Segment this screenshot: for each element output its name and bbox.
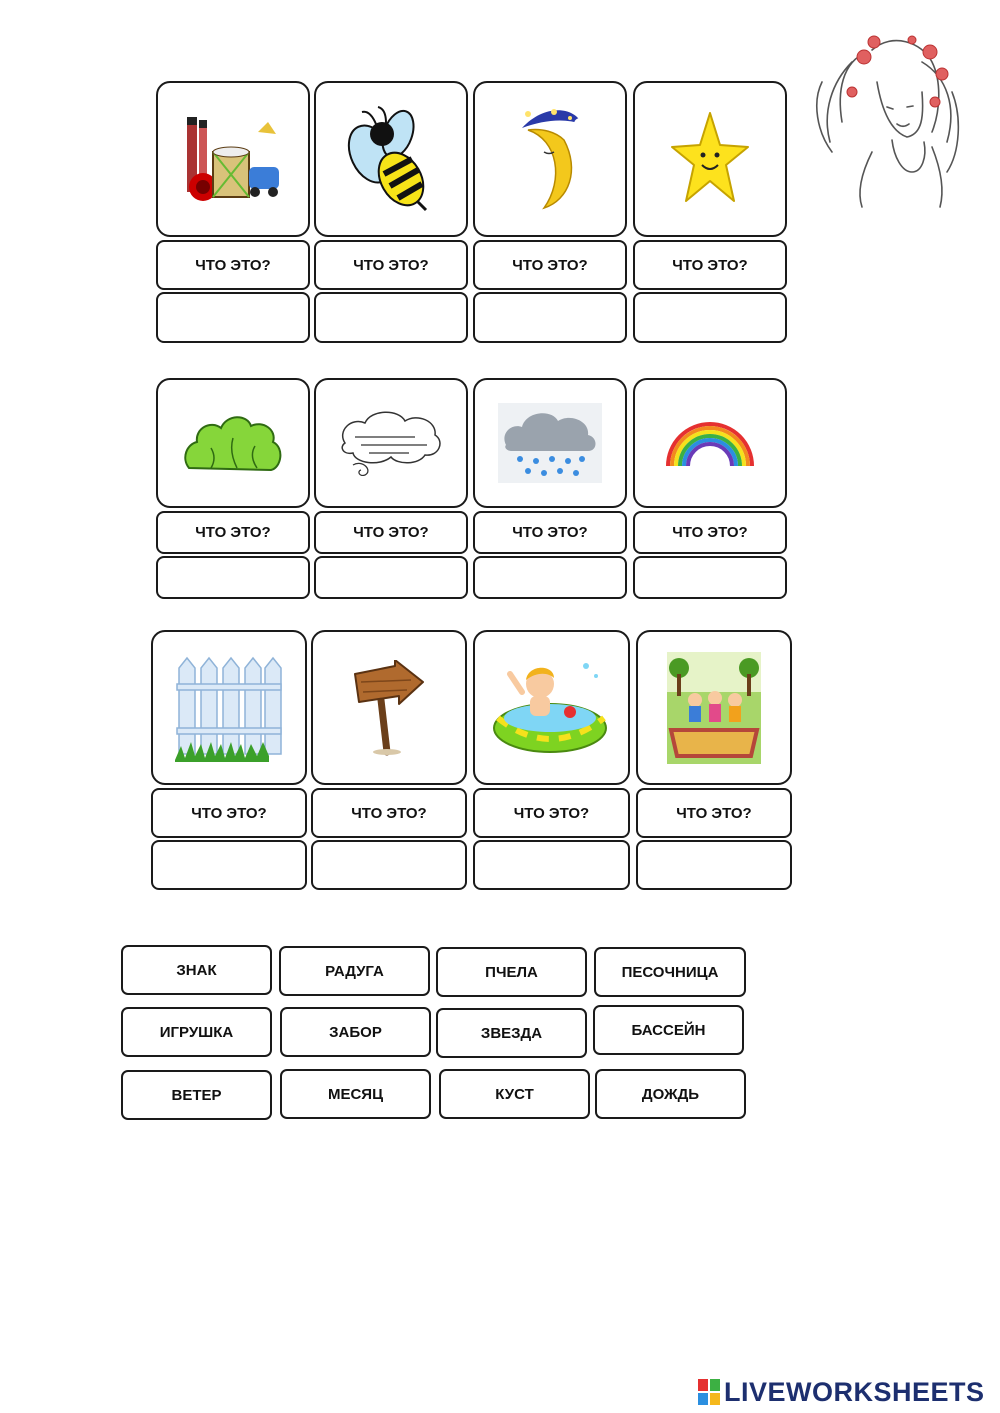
moon-icon	[514, 100, 586, 218]
pool-icon	[492, 656, 612, 760]
girl-sketch-illustration	[812, 22, 964, 212]
picture-card-rainbow	[633, 378, 787, 508]
picture-card-pool	[473, 630, 630, 785]
picture-card-wind	[314, 378, 468, 508]
picture-card-rain	[473, 378, 627, 508]
liveworksheets-logo	[698, 1375, 994, 1409]
answer-input-moon[interactable]	[473, 292, 627, 343]
picture-card-sign	[311, 630, 467, 785]
word-chip[interactable]: ИГРУШКА	[121, 1007, 272, 1057]
word-chip[interactable]: КУСТ	[439, 1069, 590, 1119]
word-chip[interactable]: ДОЖДЬ	[595, 1069, 746, 1119]
fence-icon	[175, 654, 283, 762]
answer-input-sign[interactable]	[311, 840, 467, 890]
picture-card-toys	[156, 81, 310, 237]
rain-cloud-icon	[498, 403, 602, 483]
picture-card-star	[633, 81, 787, 237]
bee-icon	[346, 104, 436, 214]
picture-card-moon	[473, 81, 627, 237]
question-label: ЧТО ЭТО?	[151, 788, 307, 838]
question-label: ЧТО ЭТО?	[636, 788, 792, 838]
word-chip[interactable]: РАДУГА	[279, 946, 430, 996]
question-label: ЧТО ЭТО?	[156, 511, 310, 554]
answer-input-bee[interactable]	[314, 292, 468, 343]
question-label: ЧТО ЭТО?	[473, 511, 627, 554]
question-label: ЧТО ЭТО?	[473, 788, 630, 838]
word-chip[interactable]: МЕСЯЦ	[280, 1069, 431, 1119]
word-chip[interactable]: ВЕТЕР	[121, 1070, 272, 1120]
question-label: ЧТО ЭТО?	[314, 240, 468, 290]
answer-input-wind[interactable]	[314, 556, 468, 599]
picture-card-bush	[156, 378, 310, 508]
liveworksheets-badge-icon	[698, 1379, 720, 1405]
bush-icon	[181, 408, 285, 478]
question-label: ЧТО ЭТО?	[473, 240, 627, 290]
picture-card-sandbox	[636, 630, 792, 785]
answer-input-pool[interactable]	[473, 840, 630, 890]
question-label: ЧТО ЭТО?	[156, 240, 310, 290]
wind-icon	[335, 407, 447, 479]
word-chip[interactable]: ПЧЕЛА	[436, 947, 587, 997]
word-chip[interactable]: ПЕСОЧНИЦА	[594, 947, 746, 997]
picture-card-bee	[314, 81, 468, 237]
word-chip[interactable]: ЗНАК	[121, 945, 272, 995]
word-chip[interactable]: ЗАБОР	[280, 1007, 431, 1057]
wooden-sign-icon	[351, 660, 427, 756]
star-icon	[670, 109, 750, 209]
answer-input-toys[interactable]	[156, 292, 310, 343]
answer-input-rain[interactable]	[473, 556, 627, 599]
brand-name: LIVEWORKSHEETS	[724, 1376, 985, 1407]
toys-icon	[183, 112, 283, 207]
answer-input-rainbow[interactable]	[633, 556, 787, 599]
answer-input-sandbox[interactable]	[636, 840, 792, 890]
picture-card-fence	[151, 630, 307, 785]
question-label: ЧТО ЭТО?	[311, 788, 467, 838]
question-label: ЧТО ЭТО?	[633, 511, 787, 554]
rainbow-icon	[664, 418, 756, 468]
word-chip[interactable]: БАССЕЙН	[593, 1005, 744, 1055]
question-label: ЧТО ЭТО?	[314, 511, 468, 554]
word-chip[interactable]: ЗВЕЗДА	[436, 1008, 587, 1058]
question-label: ЧТО ЭТО?	[633, 240, 787, 290]
answer-input-star[interactable]	[633, 292, 787, 343]
answer-input-bush[interactable]	[156, 556, 310, 599]
sandbox-icon	[667, 652, 761, 764]
answer-input-fence[interactable]	[151, 840, 307, 890]
